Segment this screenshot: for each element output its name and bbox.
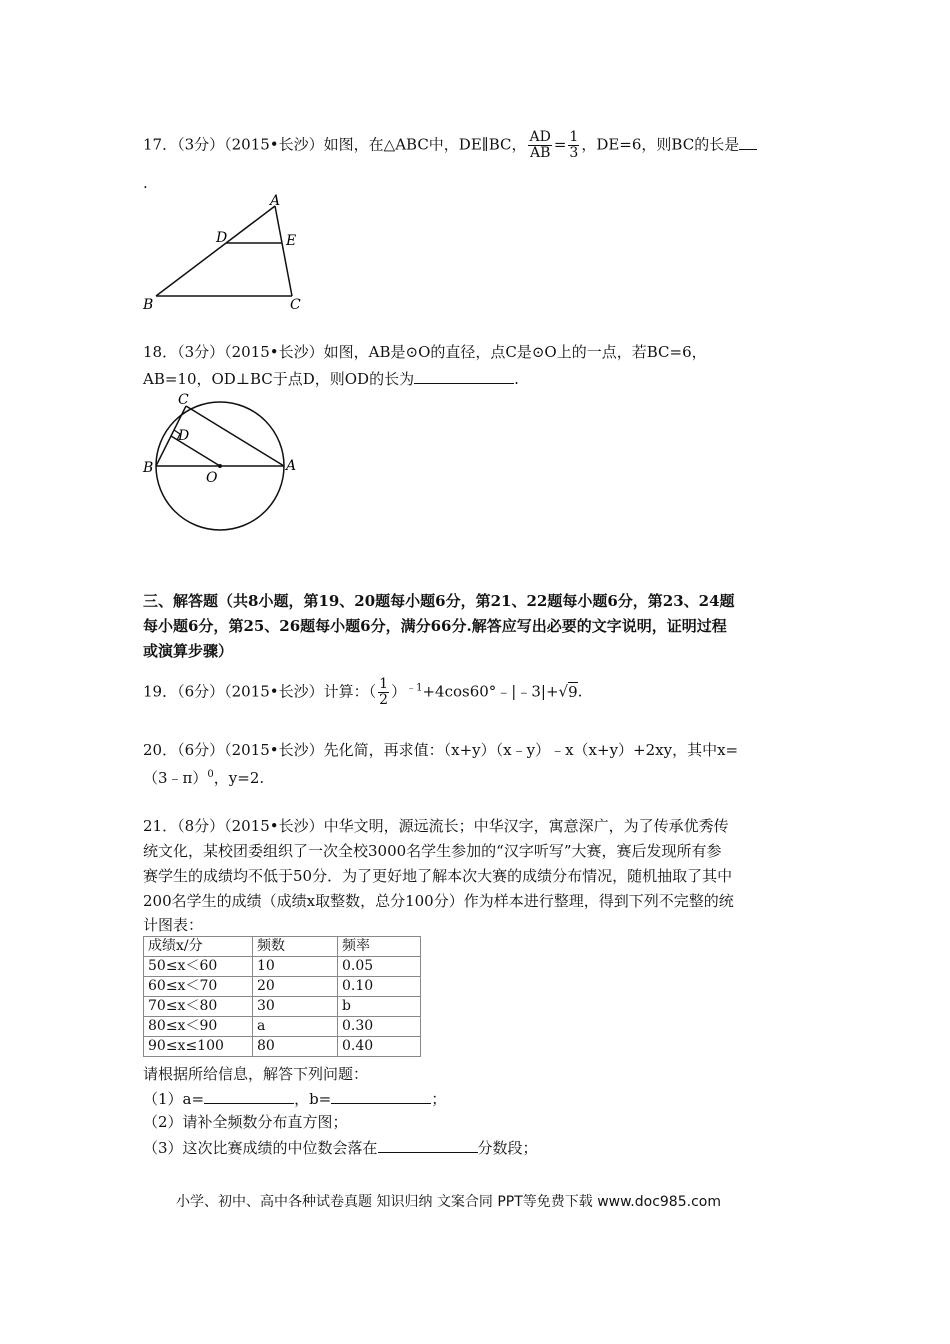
q19-end: . — [577, 682, 583, 701]
table-cell: 80≤x＜90 — [144, 1017, 253, 1037]
section3-line2: 每小题6分，第25、26题每小题6分，满分66分.解答应写出必要的文字说明，证明过程 — [143, 617, 727, 635]
table-row — [144, 957, 421, 977]
q21-line1: 21．（8分）（2015•长沙）中华文明，源远流长；中华汉字，寓意深广，为了传承优秀传 — [143, 817, 729, 835]
table-cell: 50≤x＜60 — [144, 957, 253, 977]
q20-text-b: ，y=2. — [213, 769, 265, 787]
q21-line3: 赛学生的成绩均不低于50分．为了更好地了解本次大赛的成绩分布情况，随机抽取了其中 — [143, 867, 733, 885]
table-row — [144, 997, 421, 1017]
table-cell: 0.40 — [338, 1037, 421, 1057]
q20-line1: 20．（6分）（2015•长沙）先化简，再求值：（x+y）（x﹣y）﹣x（x+y）+2xy，其中x= — [143, 741, 739, 759]
q19-line — [143, 677, 582, 708]
q17-answer-blank — [739, 133, 757, 150]
section3-line3: 或演算步骤） — [143, 642, 234, 660]
table-header-cell: 成绩x/分 — [144, 937, 253, 957]
table-row — [144, 1017, 421, 1037]
q17-fraction-ad-ab: $\frac{AD}{AB}$ — [529, 129, 551, 161]
table-cell: 30 — [253, 997, 338, 1017]
q17-line — [143, 130, 757, 161]
table-cell: 0.05 — [338, 957, 421, 977]
q20-text-a: （3﹣π） — [143, 769, 208, 787]
table-cell: 90≤x≤100 — [144, 1037, 253, 1057]
table-cell: 60≤x＜70 — [144, 977, 253, 997]
q18-label-d: D — [178, 428, 190, 444]
q17-triangle-figure — [140, 190, 310, 315]
table-cell: 80 — [253, 1037, 338, 1057]
table-cell: 10 — [253, 957, 338, 977]
q18-end: . — [514, 370, 519, 388]
q18-label-a: A — [286, 458, 297, 474]
q18-label-b: B — [143, 460, 154, 476]
q18-line1: 18．（3分）（2015•长沙）如图，AB是⊙O的直径，点C是⊙O上的一点，若BC=6， — [143, 343, 707, 361]
q18-line2 — [143, 367, 519, 390]
q21-sub2: （2）请补全频数分布直方图； — [143, 1113, 348, 1131]
q20-line2 — [143, 764, 264, 789]
q19-sqrt-value: 9 — [568, 682, 578, 701]
q21-line4: 200名学生的成绩（成绩x取整数，总分100分）作为样本进行整理，得到下列不完整的统 — [143, 892, 734, 910]
table-cell: b — [338, 997, 421, 1017]
table-header-cell: 频数 — [253, 937, 338, 957]
q21-sub1 — [143, 1087, 446, 1110]
q19-text-c: +4cos60°﹣|﹣3|+ — [422, 682, 559, 701]
section3-line1: 三、解答题（共8小题，第19、20题每小题6分，第21、22题每小题6分，第23、24题 — [143, 592, 735, 610]
q19-sqrt-icon: √ — [558, 682, 569, 701]
q21-answer-blank-a — [204, 1087, 294, 1104]
q18-label-c: C — [178, 392, 189, 408]
q19-exponent: ﹣1 — [406, 682, 423, 694]
q17-side-ab — [156, 206, 275, 296]
q21-prompt: 请根据所给信息，解答下列问题： — [143, 1065, 369, 1083]
q19-fraction-half: $\frac{1}{2}$ — [379, 676, 389, 708]
q17-label-d: D — [216, 230, 228, 246]
q17-side-ac — [275, 206, 292, 296]
q21-sub3-text: （3）这次比赛成绩的中位数会落在 — [143, 1139, 378, 1157]
q21-frequency-table — [143, 936, 421, 1057]
q21-sub3 — [143, 1136, 538, 1159]
q20-exponent: 0 — [207, 769, 214, 780]
table-cell: 0.10 — [338, 977, 421, 997]
q17-equals: = — [553, 135, 567, 154]
table-cell: a — [253, 1017, 338, 1037]
q17-label-a: A — [270, 193, 281, 209]
q17-label-c: C — [290, 297, 301, 313]
q21-line2: 统文化，某校团委组织了一次全校3000名学生参加的“汉字听写”大赛，赛后发现所有参 — [143, 842, 722, 860]
table-cell: 20 — [253, 977, 338, 997]
q17-label-e: E — [286, 233, 297, 249]
q21-sub1-a-label: （1）a= — [143, 1090, 205, 1108]
table-row — [144, 977, 421, 997]
q17-label-b: B — [143, 297, 154, 313]
q17-fraction-one-third: $\frac{1}{3}$ — [569, 129, 579, 161]
q18-label-o: O — [206, 470, 218, 486]
q21-line5: 计图表： — [143, 916, 204, 934]
table-header-row — [144, 937, 421, 957]
q21-answer-blank-median — [378, 1136, 478, 1153]
q18-center-point — [218, 464, 222, 468]
table-row — [144, 1037, 421, 1057]
q18-chord-ca — [186, 406, 284, 466]
page-footer: 小学、初中、高中各种试卷真题 知识归纳 文案合同 PPT等免费下载 www.doc985.com — [176, 1194, 721, 1210]
q17-text-a: 17．（3分）（2015•长沙）如图，在△ABC中，DE∥BC， — [143, 135, 527, 154]
q21-sub3-end: 分数段； — [477, 1139, 538, 1157]
q21-answer-blank-b — [331, 1087, 431, 1104]
q18-circle-figure — [140, 390, 310, 535]
table-cell: 0.30 — [338, 1017, 421, 1037]
q21-sub1-end: ； — [431, 1090, 447, 1108]
q19-text-a: 19．（6分）（2015•长沙）计算：（ — [143, 682, 377, 701]
q21-sub1-b-label: ，b= — [294, 1090, 332, 1108]
q17-text-b: ，DE=6，则BC的长是 — [581, 135, 740, 154]
q18-answer-blank — [414, 367, 514, 384]
q17-end: . — [143, 174, 148, 192]
table-header-cell: 频率 — [338, 937, 421, 957]
q18-text: AB=10，OD⊥BC于点D，则OD的长为 — [143, 370, 415, 388]
q19-text-b: ） — [391, 682, 407, 701]
table-cell: 70≤x＜80 — [144, 997, 253, 1017]
